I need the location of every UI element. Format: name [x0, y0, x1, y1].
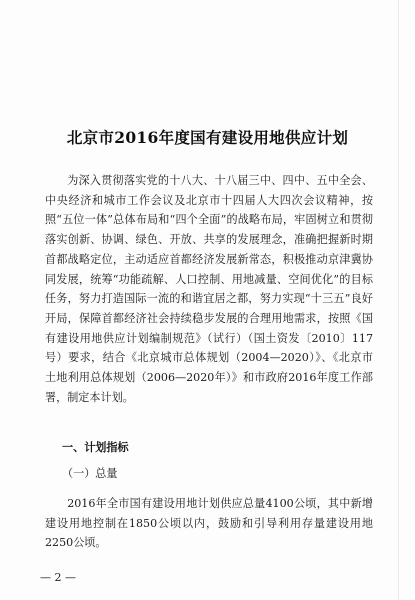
page-number: — 2 —	[40, 571, 76, 584]
section-heading: 一、计划指标	[62, 441, 129, 454]
total-paragraph: 2016年全市国有建设用地计划供应总量4100公顷，其中新增建设用地控制在1850公顷以内，鼓励和引导利用存量建设用地2250公顷。	[45, 497, 373, 550]
intro-paragraph: 为深入贯彻落实党的十八大、十八届三中、四中、五中全会、中央经济和城市工作会议及北京市十四届人大四次会议精神，按照“五位一体”总体布局和“四个全面”的战略布局，牢固树立和贯彻落实创新、协调、绿色、开放、共享的发展理念，准确把握新时期首都战略定位，主动适应首都经济发展新常态，积极推动京津冀协同发展，统筹“功能疏解、人口控制、用地减量、空间优化”的目标任务，努力打造国际一流的和谐宜居之都，努力实现“十三五”良好开局，保障首都经济社会持续稳步发展的合理用地需求，按照《国有建设用地供应计划编制规范》（试行）（国土资发〔2010〕117号）要求，结合《北京城市总体规划（2004—2020）》、《北京市土地利用总体规划（2006—2020年）》和市政府2016年度工作部署，制定本计划。	[45, 174, 373, 404]
subsection-heading: （一）总量	[62, 467, 118, 480]
document-title: 北京市2016年度国有建设用地供应计划	[66, 128, 349, 147]
page-edge-line	[398, 0, 399, 600]
